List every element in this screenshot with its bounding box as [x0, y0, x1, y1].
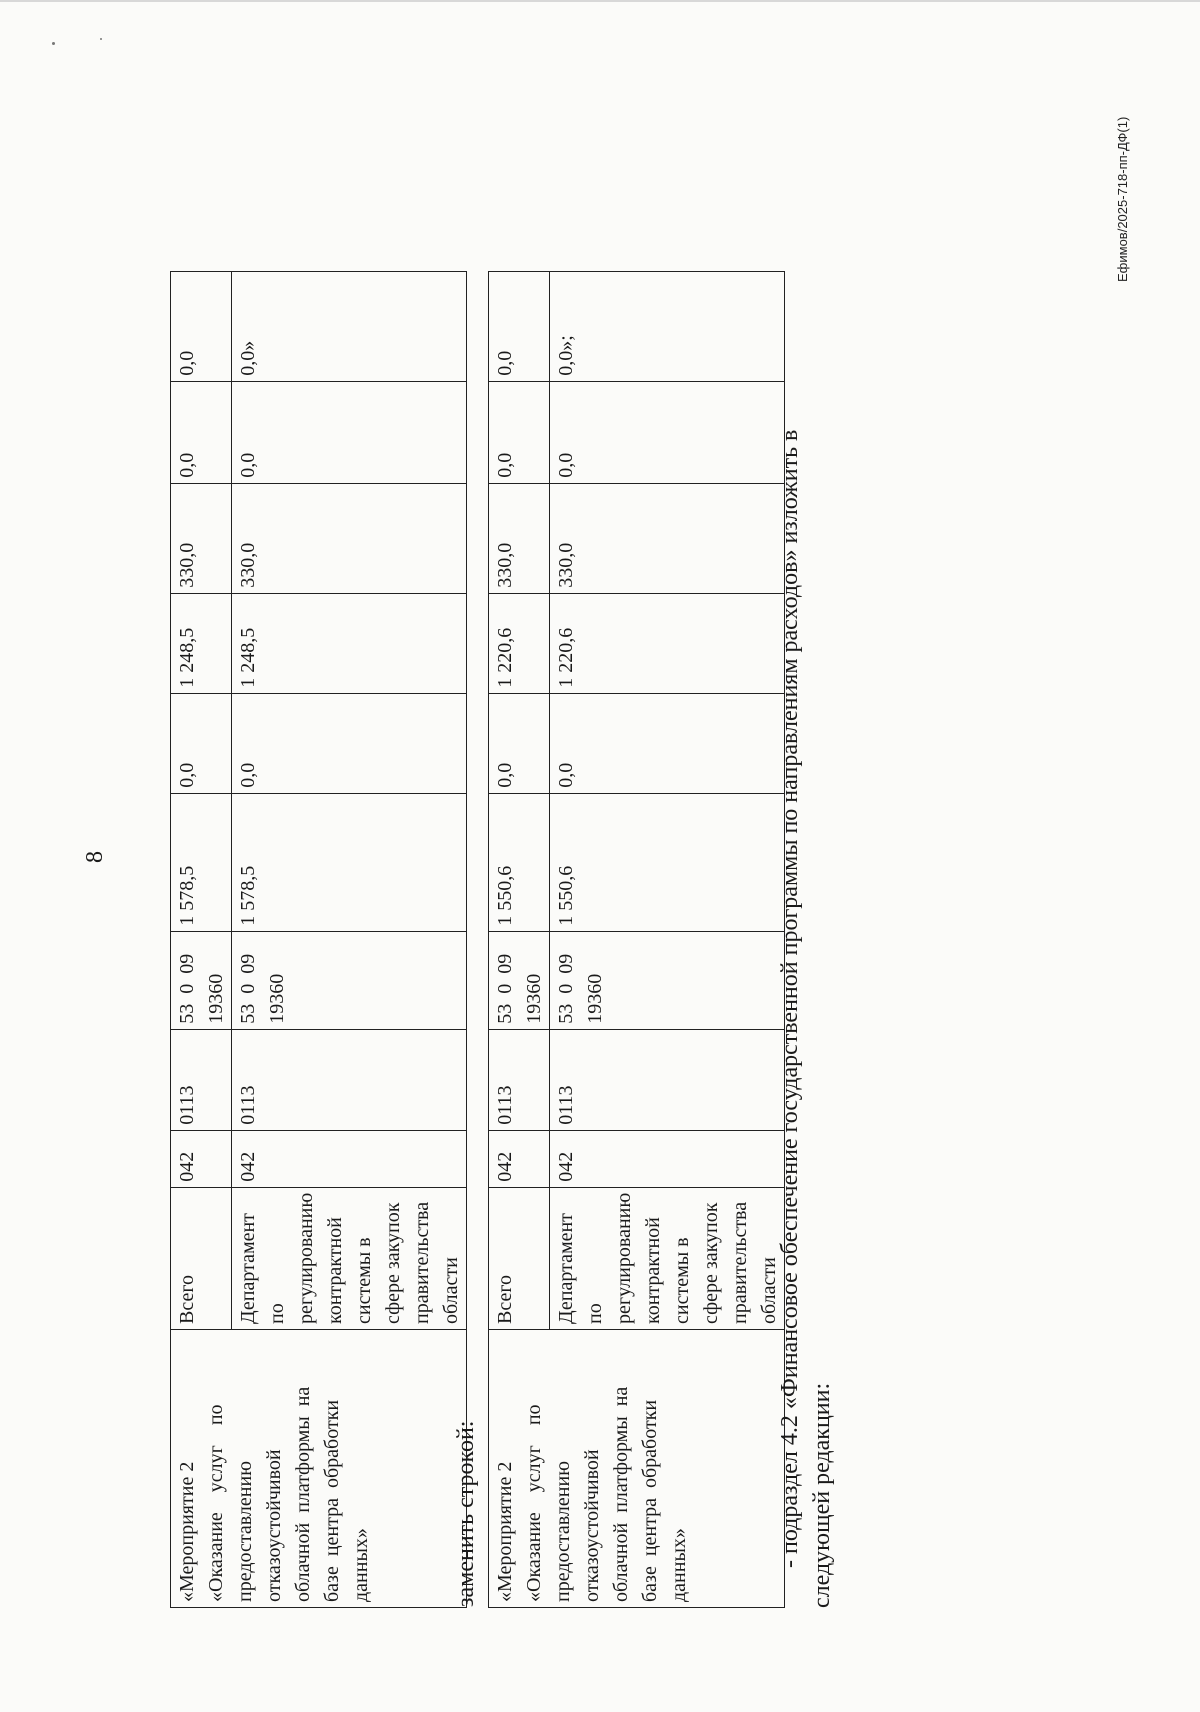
value-cell: 0,0 — [550, 693, 785, 793]
measure-cell — [489, 1330, 785, 1608]
value-cell: 0,0» — [232, 271, 467, 381]
recipient-cell: Департамент по регулированию контрактной системы в сфере закупок правительства области — [550, 1187, 785, 1329]
recipient-cell: Департамент по регулированию контрактной системы в сфере закупок правительства области — [232, 1187, 467, 1329]
measure-cell — [171, 1330, 467, 1608]
measure-line: предоставлению — [234, 1460, 256, 1602]
value-cell: 330,0 — [489, 483, 550, 593]
table-new — [488, 271, 785, 1608]
value-cell: 330,0 — [171, 483, 232, 593]
measure-line: облачной платформы на — [610, 1386, 632, 1602]
value-cell: 0,0 — [232, 381, 467, 483]
value-cell: 330,0 — [550, 483, 785, 593]
code-rzpr-cell: 0113 — [171, 1029, 232, 1130]
code-csr-cell: 53 0 09 19360 — [232, 931, 467, 1029]
code-grbs-cell: 042 — [232, 1130, 467, 1187]
measure-line: «Оказание услуг по — [523, 1404, 545, 1602]
value-cell: 0,0 — [550, 381, 785, 483]
measure-line: предоставлению — [552, 1460, 574, 1602]
value-cell: 1 220,6 — [489, 593, 550, 693]
table-row — [489, 271, 550, 1607]
page-number: 8 — [82, 851, 108, 863]
recipient-cell: Всего — [171, 1187, 232, 1329]
code-grbs-cell: 042 — [171, 1130, 232, 1187]
code-csr-cell: 53 0 09 19360 — [489, 931, 550, 1029]
total-cell: 1 578,5 — [232, 793, 467, 931]
measure-line: базе центра обработки — [321, 1399, 343, 1602]
measure-line: облачной платформы на — [292, 1386, 314, 1602]
value-cell: 0,0 — [489, 381, 550, 483]
total-cell: 1 578,5 — [171, 793, 232, 931]
code-grbs-cell: 042 — [489, 1130, 550, 1187]
measure-line: данных» — [350, 1528, 372, 1602]
measure-line: отказоустойчивой — [581, 1449, 603, 1602]
measure-line: отказоустойчивой — [263, 1449, 285, 1602]
value-cell: 0,0 — [489, 693, 550, 793]
value-cell: 330,0 — [232, 483, 467, 593]
value-cell: 1 248,5 — [171, 593, 232, 693]
total-cell: 1 550,6 — [550, 793, 785, 931]
total-cell: 1 550,6 — [489, 793, 550, 931]
measure-line: «Мероприятие 2 — [494, 1461, 516, 1602]
value-cell: 1 248,5 — [232, 593, 467, 693]
value-cell: 0,0 — [232, 693, 467, 793]
measure-line: «Оказание услуг по — [205, 1404, 227, 1602]
code-csr-cell: 53 0 09 19360 — [550, 931, 785, 1029]
replace-label: заменить строкой: — [453, 1420, 479, 1607]
code-rzpr-cell: 0113 — [232, 1029, 467, 1130]
code-rzpr-cell: 0113 — [550, 1029, 785, 1130]
code-csr-cell: 53 0 09 19360 — [171, 931, 232, 1029]
measure-line: «Мероприятие 2 — [176, 1461, 198, 1602]
paragraph-line-2: следующей редакции: — [809, 1382, 835, 1608]
paragraph-line-1: - подраздел 4.2 «Финансовое обеспечение государственной программы по направлениям расходов» изложить в — [777, 429, 803, 1568]
value-cell: 0,0 — [171, 271, 232, 381]
code-rzpr-cell: 0113 — [489, 1029, 550, 1130]
code-grbs-cell: 042 — [550, 1130, 785, 1187]
measure-line: базе центра обработки — [639, 1399, 661, 1602]
value-cell: 0,0»; — [550, 271, 785, 381]
table-row — [171, 271, 232, 1607]
table-old — [170, 271, 467, 1608]
value-cell: 0,0 — [171, 693, 232, 793]
value-cell: 0,0 — [171, 381, 232, 483]
document-code: Ефимов/2025-718-пп-ДФ(1) — [1115, 116, 1130, 282]
recipient-cell: Всего — [489, 1187, 550, 1329]
value-cell: 0,0 — [489, 271, 550, 381]
value-cell: 1 220,6 — [550, 593, 785, 693]
measure-line: данных» — [668, 1528, 690, 1602]
